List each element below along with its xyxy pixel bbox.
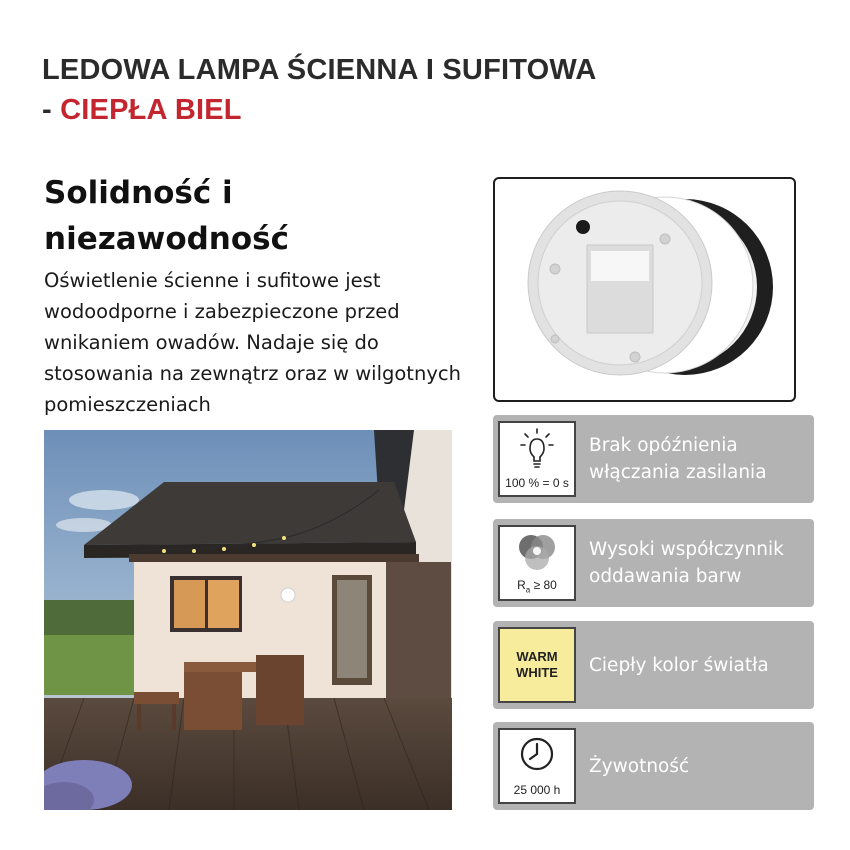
lamp-product-image — [495, 179, 794, 400]
warm-white-icon: WARM WHITE — [498, 627, 576, 703]
title-accent: CIEPŁA BIEL — [60, 94, 242, 126]
feature-icon-box — [498, 728, 576, 804]
title-line-2: - CIEPŁA BIEL — [42, 94, 242, 126]
product-image-frame — [493, 177, 796, 402]
section-description: Oświetlenie ścienne i sufitowe jest wodoodporne i zabezpieczone przed wnikaniem owadów. Nadaje się do stosowania na zewnątrz oraz w wilgotnych pomieszczeniach — [44, 269, 461, 416]
feature-icon-box — [498, 421, 576, 497]
bulb-icon — [500, 423, 574, 473]
section-heading: Solidność i niezawodność — [44, 175, 290, 257]
cri-caption: $R_a \ge 80$ — [517, 577, 557, 594]
feature-label-lifetime: Żywotność — [589, 755, 690, 777]
title-line-1: LEDOWA LAMPA ŚCIENNA I SUFITOWA — [42, 54, 597, 86]
house-terrace-photo — [44, 430, 452, 810]
feature-label-color-rendering: Wysoki współczynnik oddawania barw — [589, 539, 784, 587]
feature-warm-white — [493, 621, 814, 709]
feature-lifetime — [493, 722, 814, 810]
color-rendering-icon — [500, 527, 574, 579]
feature-label-instant-on: Brak opóźnienia włączania zasilania — [589, 435, 767, 483]
clock-icon — [500, 730, 574, 782]
feature-icon-box — [498, 525, 576, 601]
lifetime-caption: 25 000 h — [513, 783, 561, 797]
instant-on-caption: 100 % = 0 s — [505, 476, 569, 490]
feature-instant-on — [493, 415, 814, 503]
feature-color-rendering — [493, 519, 814, 607]
page-title — [42, 50, 822, 130]
feature-label-warm-white: Ciepły kolor światła — [589, 654, 769, 676]
